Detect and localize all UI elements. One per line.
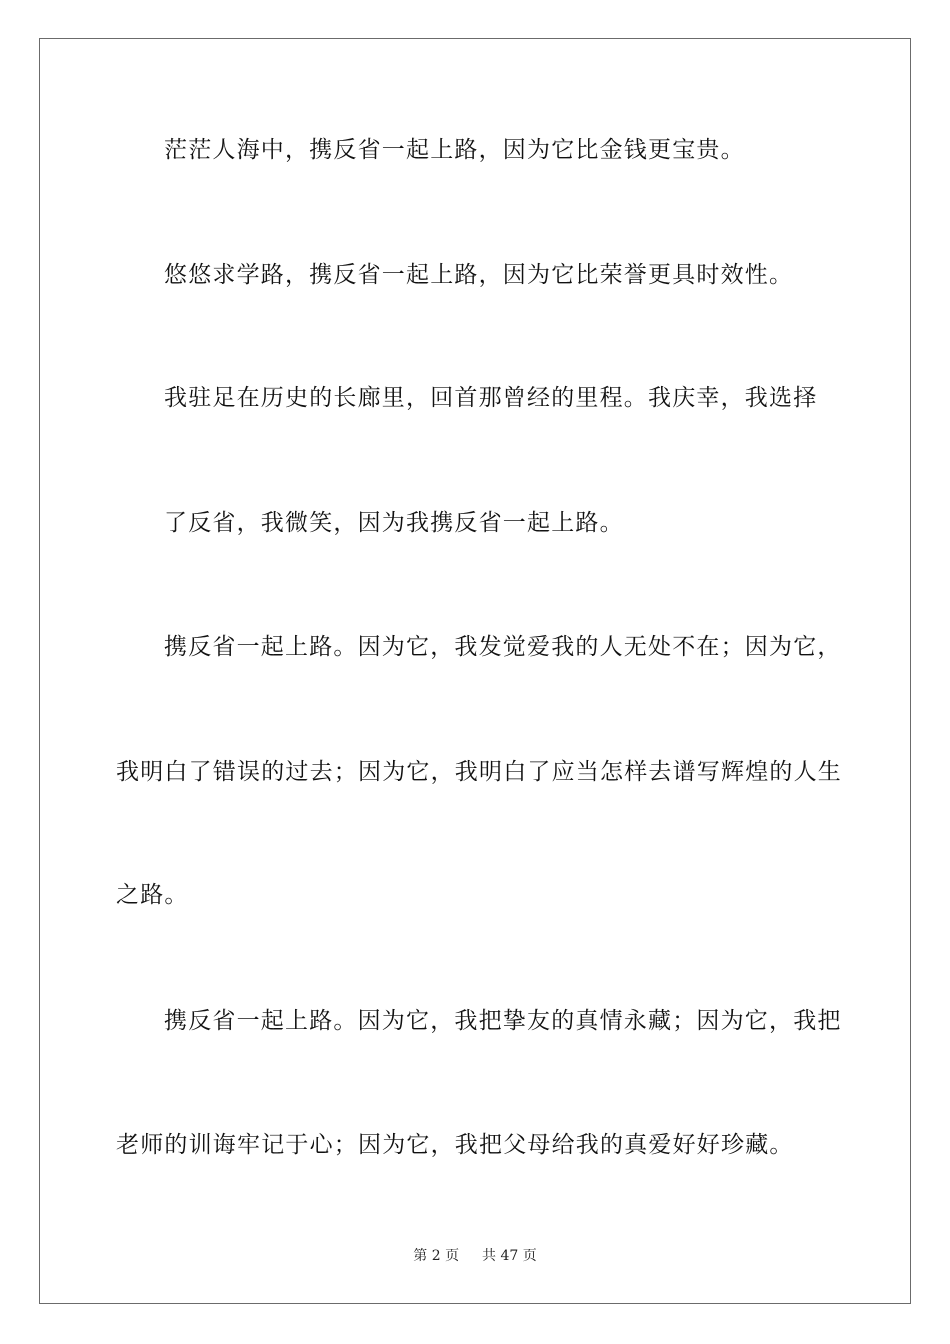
page-total: 共 47 页 [482,1248,537,1264]
paragraph-line: 我明白了错误的过去；因为它，我明白了应当怎样去谱写辉煌的人生 [116,759,842,785]
page-footer [0,1247,950,1265]
page-border [39,38,911,1304]
paragraph-line: 茫茫人海中，携反省一起上路，因为它比金钱更宝贵。 [164,137,745,163]
paragraph-line: 之路。 [116,882,189,908]
page-number: 第 2 页 [413,1248,460,1264]
paragraph-line: 携反省一起上路。因为它，我发觉爱我的人无处不在；因为它， [164,634,842,660]
paragraph-line: 我驻足在历史的长廊里，回首那曾经的里程。我庆幸，我选择 [164,385,818,411]
paragraph-line: 携反省一起上路。因为它，我把挚友的真情永藏；因为它，我把 [164,1008,842,1034]
paragraph-line: 老师的训诲牢记于心；因为它，我把父母给我的真爱好好珍藏。 [116,1132,794,1158]
paragraph-line: 了反省，我微笑，因为我携反省一起上路。 [164,510,624,536]
paragraph-line: 悠悠求学路，携反省一起上路，因为它比荣誉更具时效性。 [164,262,794,288]
